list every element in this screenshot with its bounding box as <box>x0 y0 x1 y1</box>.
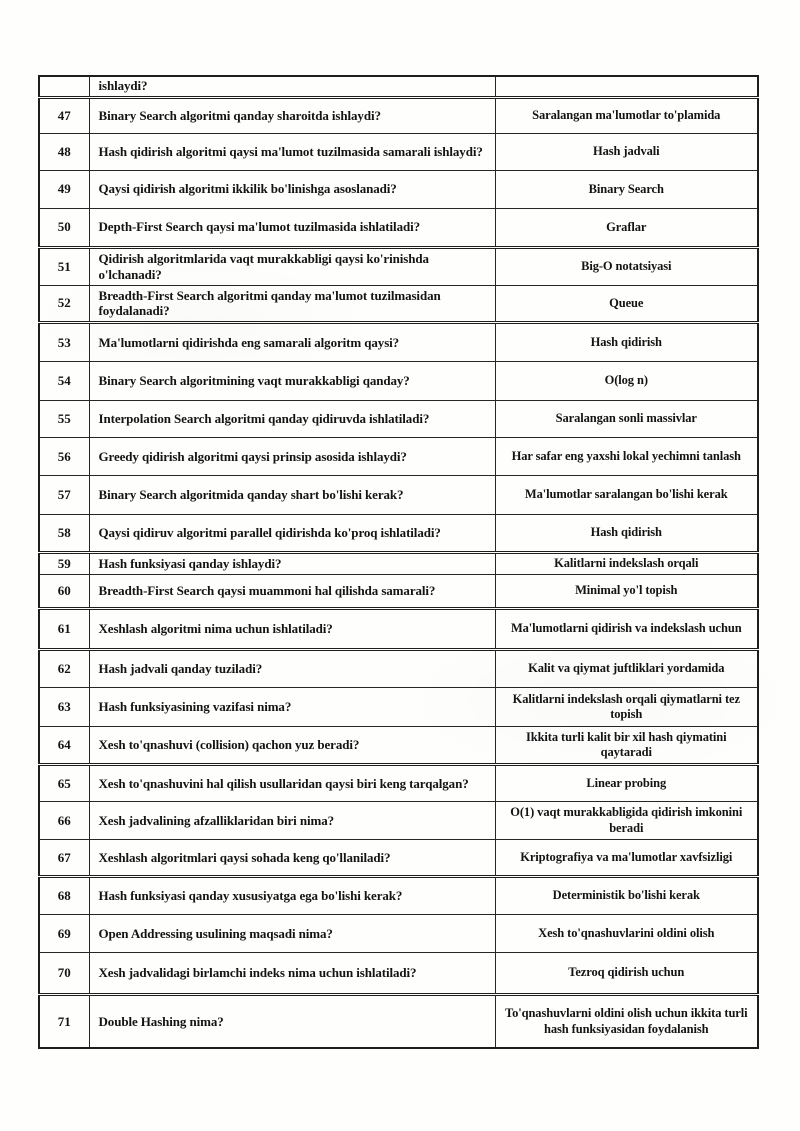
row-number: 51 <box>39 247 89 285</box>
answer-cell: Ma'lumotlarni qidirish va indekslash uchun <box>495 609 758 650</box>
question-cell: Depth-First Search qaysi ma'lumot tuzilmasida ishlatiladi? <box>89 208 495 247</box>
row-number: 55 <box>39 401 89 438</box>
question-cell: Qaysi qidiruv algoritmi parallel qidirishda ko'proq ishlatiladi? <box>89 515 495 553</box>
answer-cell: Big-O notatsiyasi <box>495 247 758 285</box>
answer-cell: Deterministik bo'lishi kerak <box>495 877 758 915</box>
row-number: 61 <box>39 609 89 650</box>
question-cell: Xesh jadvalidagi birlamchi indeks nima uchun ishlatiladi? <box>89 953 495 995</box>
row-number: 49 <box>39 170 89 208</box>
table-row <box>39 401 758 438</box>
row-number: 62 <box>39 650 89 688</box>
table-row <box>39 476 758 515</box>
qa-table-body <box>39 76 758 1048</box>
question-cell: Hash funksiyasi qanday ishlaydi? <box>89 553 495 575</box>
question-cell: Binary Search algoritmi qanday sharoitda ishlaydi? <box>89 97 495 133</box>
row-number: 65 <box>39 765 89 802</box>
row-number: 52 <box>39 285 89 323</box>
answer-cell: Tezroq qidirish uchun <box>495 953 758 995</box>
question-cell: Binary Search algoritmining vaqt murakkabligi qanday? <box>89 362 495 401</box>
answer-cell: O(log n) <box>495 362 758 401</box>
answer-cell: Saralangan ma'lumotlar to'plamida <box>495 97 758 133</box>
row-number: 56 <box>39 438 89 476</box>
table-row <box>39 688 758 727</box>
question-cell: Qidirish algoritmlarida vaqt murakkabligi qaysi ko'rinishda o'lchanadi? <box>89 247 495 285</box>
question-cell: Binary Search algoritmida qanday shart bo'lishi kerak? <box>89 476 495 515</box>
answer-cell: Ma'lumotlar saralangan bo'lishi kerak <box>495 476 758 515</box>
answer-cell: Ikkita turli kalit bir xil hash qiymatini qaytaradi <box>495 727 758 765</box>
row-number: 68 <box>39 877 89 915</box>
row-number: 48 <box>39 133 89 170</box>
question-cell: Hash funksiyasining vazifasi nima? <box>89 688 495 727</box>
row-number: 67 <box>39 840 89 877</box>
answer-cell: Kriptografiya va ma'lumotlar xavfsizligi <box>495 840 758 877</box>
answer-cell: Graflar <box>495 208 758 247</box>
row-number: 69 <box>39 915 89 953</box>
answer-cell: Minimal yo'l topish <box>495 575 758 609</box>
answer-cell: To'qnashuvlarni oldini olish uchun ikkita turli hash funksiyasidan foydalanish <box>495 995 758 1048</box>
table-row <box>39 285 758 323</box>
question-cell: Double Hashing nima? <box>89 995 495 1048</box>
question-cell: Qaysi qidirish algoritmi ikkilik bo'linishga asoslanadi? <box>89 170 495 208</box>
table-row <box>39 802 758 840</box>
question-cell: Xeshlash algoritmlari qaysi sohada keng qo'llaniladi? <box>89 840 495 877</box>
table-row <box>39 609 758 650</box>
answer-cell: Hash qidirish <box>495 323 758 362</box>
row-number: 47 <box>39 97 89 133</box>
answer-cell: Saralangan sonli massivlar <box>495 401 758 438</box>
answer-cell: Xesh to'qnashuvlarini oldini olish <box>495 915 758 953</box>
question-cell: Ma'lumotlarni qidirishda eng samarali algoritm qaysi? <box>89 323 495 362</box>
table-row <box>39 995 758 1048</box>
table-row <box>39 323 758 362</box>
answer-cell: Kalit va qiymat juftliklari yordamida <box>495 650 758 688</box>
answer-cell: Kalitlarni indekslash orqali <box>495 553 758 575</box>
question-cell: Breadth-First Search algoritmi qanday ma'lumot tuzilmasidan foydalanadi? <box>89 285 495 323</box>
table-row <box>39 915 758 953</box>
row-number: 50 <box>39 208 89 247</box>
row-number: 57 <box>39 476 89 515</box>
answer-cell <box>495 76 758 97</box>
table-row <box>39 133 758 170</box>
qa-table <box>38 75 759 1049</box>
question-cell: Breadth-First Search qaysi muammoni hal qilishda samarali? <box>89 575 495 609</box>
answer-cell: Hash qidirish <box>495 515 758 553</box>
row-number: 60 <box>39 575 89 609</box>
table-row <box>39 553 758 575</box>
answer-cell: Queue <box>495 285 758 323</box>
question-cell: Greedy qidirish algoritmi qaysi prinsip asosida ishlaydi? <box>89 438 495 476</box>
answer-cell: Linear probing <box>495 765 758 802</box>
row-number: 71 <box>39 995 89 1048</box>
question-cell: ishlaydi? <box>89 76 495 97</box>
question-cell: Interpolation Search algoritmi qanday qidiruvda ishlatiladi? <box>89 401 495 438</box>
table-row <box>39 438 758 476</box>
answer-cell: Har safar eng yaxshi lokal yechimni tanlash <box>495 438 758 476</box>
table-row <box>39 362 758 401</box>
row-number: 58 <box>39 515 89 553</box>
answer-cell: Kalitlarni indekslash orqali qiymatlarni tez topish <box>495 688 758 727</box>
table-row <box>39 727 758 765</box>
table-row <box>39 515 758 553</box>
question-cell: Xesh to'qnashuvini hal qilish usullaridan qaysi biri keng tarqalgan? <box>89 765 495 802</box>
table-row <box>39 76 758 97</box>
table-row <box>39 247 758 285</box>
answer-cell: Hash jadvali <box>495 133 758 170</box>
question-cell: Xeshlash algoritmi nima uchun ishlatiladi? <box>89 609 495 650</box>
row-number: 66 <box>39 802 89 840</box>
table-row <box>39 765 758 802</box>
table-row <box>39 575 758 609</box>
answer-cell: O(1) vaqt murakkabligida qidirish imkonini beradi <box>495 802 758 840</box>
answer-cell: Binary Search <box>495 170 758 208</box>
table-row <box>39 208 758 247</box>
table-row <box>39 840 758 877</box>
row-number: 63 <box>39 688 89 727</box>
row-number: 59 <box>39 553 89 575</box>
table-row <box>39 650 758 688</box>
question-cell: Xesh to'qnashuvi (collision) qachon yuz beradi? <box>89 727 495 765</box>
row-number: 54 <box>39 362 89 401</box>
table-row <box>39 953 758 995</box>
row-number: 64 <box>39 727 89 765</box>
row-number: 53 <box>39 323 89 362</box>
question-cell: Xesh jadvalining afzalliklaridan biri nima? <box>89 802 495 840</box>
question-cell: Open Addressing usulining maqsadi nima? <box>89 915 495 953</box>
row-number <box>39 76 89 97</box>
table-row <box>39 877 758 915</box>
table-row <box>39 97 758 133</box>
table-row <box>39 170 758 208</box>
question-cell: Hash jadvali qanday tuziladi? <box>89 650 495 688</box>
row-number: 70 <box>39 953 89 995</box>
question-cell: Hash funksiyasi qanday xususiyatga ega bo'lishi kerak? <box>89 877 495 915</box>
question-cell: Hash qidirish algoritmi qaysi ma'lumot tuzilmasida samarali ishlaydi? <box>89 133 495 170</box>
